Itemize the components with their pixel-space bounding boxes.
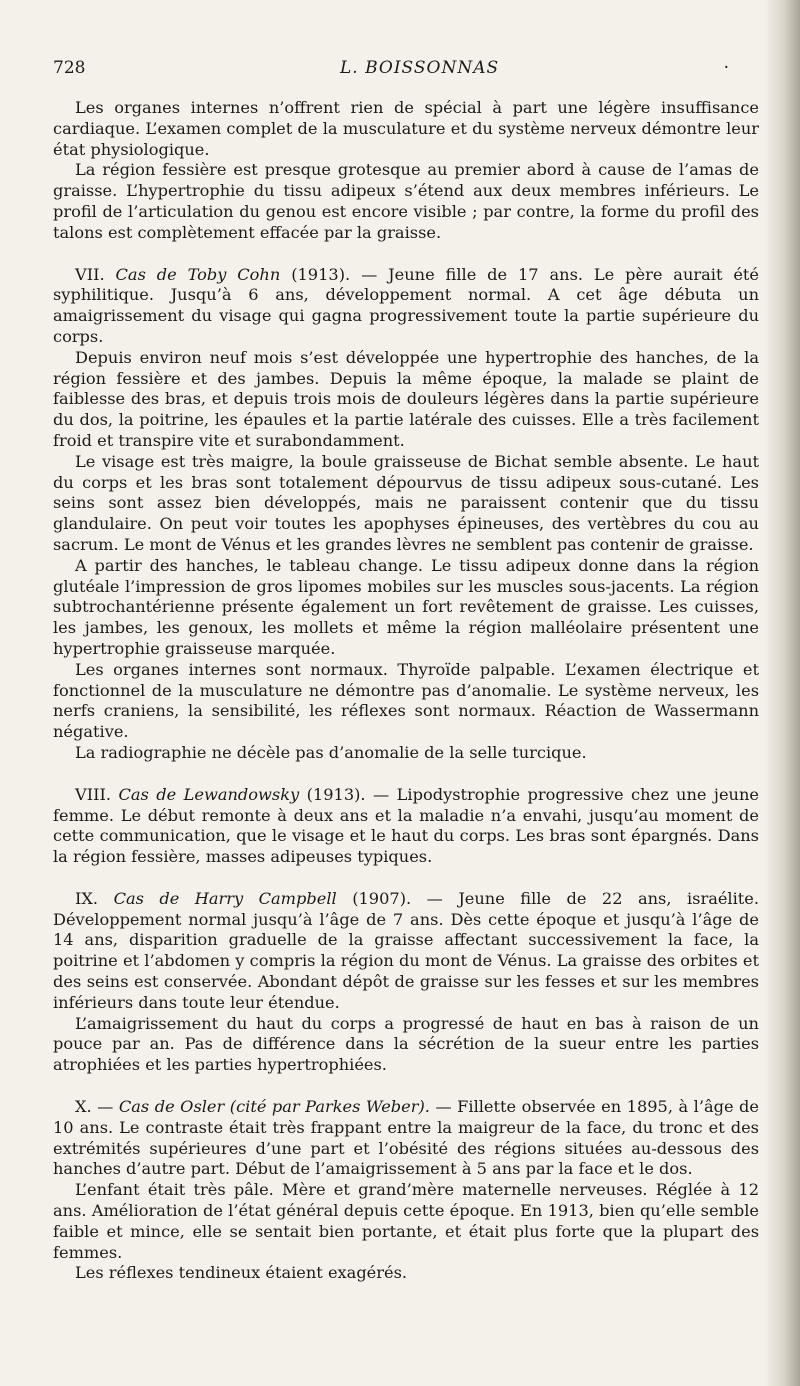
paragraph: Les réflexes tendineux étaient exagérés. (75, 1263, 408, 1283)
case-text: — Jeune fille de 22 ans, israélite. Développement normal jusqu’à l’âge de 7 ans. Dès cette époque et jusqu’à l’âge de 14 ans, disparition graduelle de la graisse affectant successivement la face, la poitrine et l’abdomen y compris la région du mont de Vénus. La graisse des orbites et des seins est conservée. Abondant dépôt de graisse sur les fesses et sur les membres inférieurs dans toute leur étendue. (53, 888, 760, 1012)
case-year: (1913). (306, 784, 366, 804)
case-year: (1907). (352, 888, 412, 908)
paragraph: L’enfant était très pâle. Mère et grand’mère maternelle nerveuses. Réglée à 12 ans. Amélioration de l’état général depuis cette époque. En 1913, bien qu’elle semble faible et mince, elle se sentait bien portante, et était plus forte que la plupart des femmes. (53, 1180, 759, 1262)
paragraph: A partir des hanches, le tableau change. Le tissu adipeux donne dans la région glutéale l’impression de gros lipomes mobiles sur les muscles sous-jacents. La région subtrochantérienne présente également un fort revêtement de graisse. Les cuisses, les jambes, les genoux, les mollets et même la région malléolaire présentent une hypertrophie graisseuse marquée. (53, 555, 759, 658)
case-number: VII. (75, 264, 105, 284)
page-number: 728 (53, 58, 86, 78)
book-spine-shadow (764, 0, 800, 1386)
case-text: — Jeune fille de 17 ans. Le père aurait été syphilitique. Jusqu’à 6 ans, développement normal. A cet âge débuta un amaigrissement du visage qui gagna progressivement toute la partie supérieure du corps. (53, 264, 760, 346)
paragraph: Les organes internes sont normaux. Thyroïde palpable. L’examen électrique et fonctionnel de la musculature ne démontre pas d’anomalie. Le système nerveux, les nerfs craniens, la sensibilité, les réflexes sont normaux. Réaction de Wassermann négative. (53, 659, 759, 742)
case-number: X. — (75, 1097, 114, 1117)
running-title: L. BOISSONNAS (340, 58, 500, 78)
paragraph: Les organes internes n’offrent rien de spécial à part une légère insuffisance cardiaque. L’examen complet de la musculature et du système nerveux démontre leur état physiologique. (53, 98, 759, 159)
paragraph: Depuis environ neuf mois s’est développée une hypertrophie des hanches, de la région fessière et des jambes. Depuis la même époque, la malade se plaint de faiblesse des bras, et depuis trois mois de douleurs légères dans la partie supérieure du dos, la poitrine, les épaules et la partie latérale des cuisses. Elle a très facilement froid et transpire vite et surabondamment. (53, 347, 759, 450)
case-reference: Cas de Lewandowsky (118, 784, 300, 804)
case-number: IX. (75, 888, 99, 908)
paragraph: La radiographie ne décèle pas d’anomalie de la selle turcique. (75, 742, 587, 762)
case-paragraph (53, 265, 759, 348)
page-body (53, 58, 759, 1284)
case-text: — Fillette observée en 1895, à l’âge de 10 ans. Le contraste était très frappant entre la maigreur de la face, du tronc et des extrémités supérieures d’une part et l’obésité des régions situées au-dessous des hanches d’autre part. Début de l’amaigrissement à 5 ans par la face et le dos. (53, 1097, 760, 1179)
case-paragraph (53, 889, 759, 1014)
case-reference: Cas de Osler (cité par Parkes Weber). (118, 1097, 430, 1117)
case-number: VIII. (75, 784, 112, 804)
paragraph: Le visage est très maigre, la boule graisseuse de Bichat semble absente. Le haut du corps et les bras sont totalement dépourvus de tissu adipeux sous-cutané. Les seins sont assez bien développés, mais ne paraissent contenir que du tissu glandulaire. On peut voir toutes les apophyses épineuses, des vertèbres du cou au sacrum. Le mont de Vénus et les grandes lèvres ne semblent pas contenir de graisse. (53, 451, 759, 554)
paragraph: La région fessière est presque grotesque au premier abord à cause de l’amas de graisse. L’hypertrophie du tissu adipeux s’étend aux deux membres inférieurs. Le profil de l’articulation du genou est encore visible ; par contre, la forme du profil des talons est complètement effacée par la graisse. (53, 160, 759, 242)
case-text: — Lipodystrophie progressive chez une jeune femme. Le début remonte à deux ans et la maladie n’a envahi, jusqu’au moment de cette communication, que le visage et le haut du corps. Les bras sont épargnés. Dans la région fessière, masses adipeuses typiques. (53, 784, 759, 867)
paragraph: L’amaigrissement du haut du corps a progressé de haut en bas à raison de un pouce par an. Pas de différence dans la sécrétion de la sueur entre les parties atrophiées et les parties hypertrophiées. (53, 1013, 759, 1075)
case-reference: Cas de Toby Cohn (115, 264, 281, 284)
running-header (53, 58, 759, 78)
case-paragraph (53, 785, 759, 868)
case-year: (1913). (291, 264, 351, 284)
case-paragraph (53, 1097, 759, 1180)
header-mark: · (723, 58, 729, 78)
case-reference: Cas de Harry Campbell (113, 888, 337, 908)
